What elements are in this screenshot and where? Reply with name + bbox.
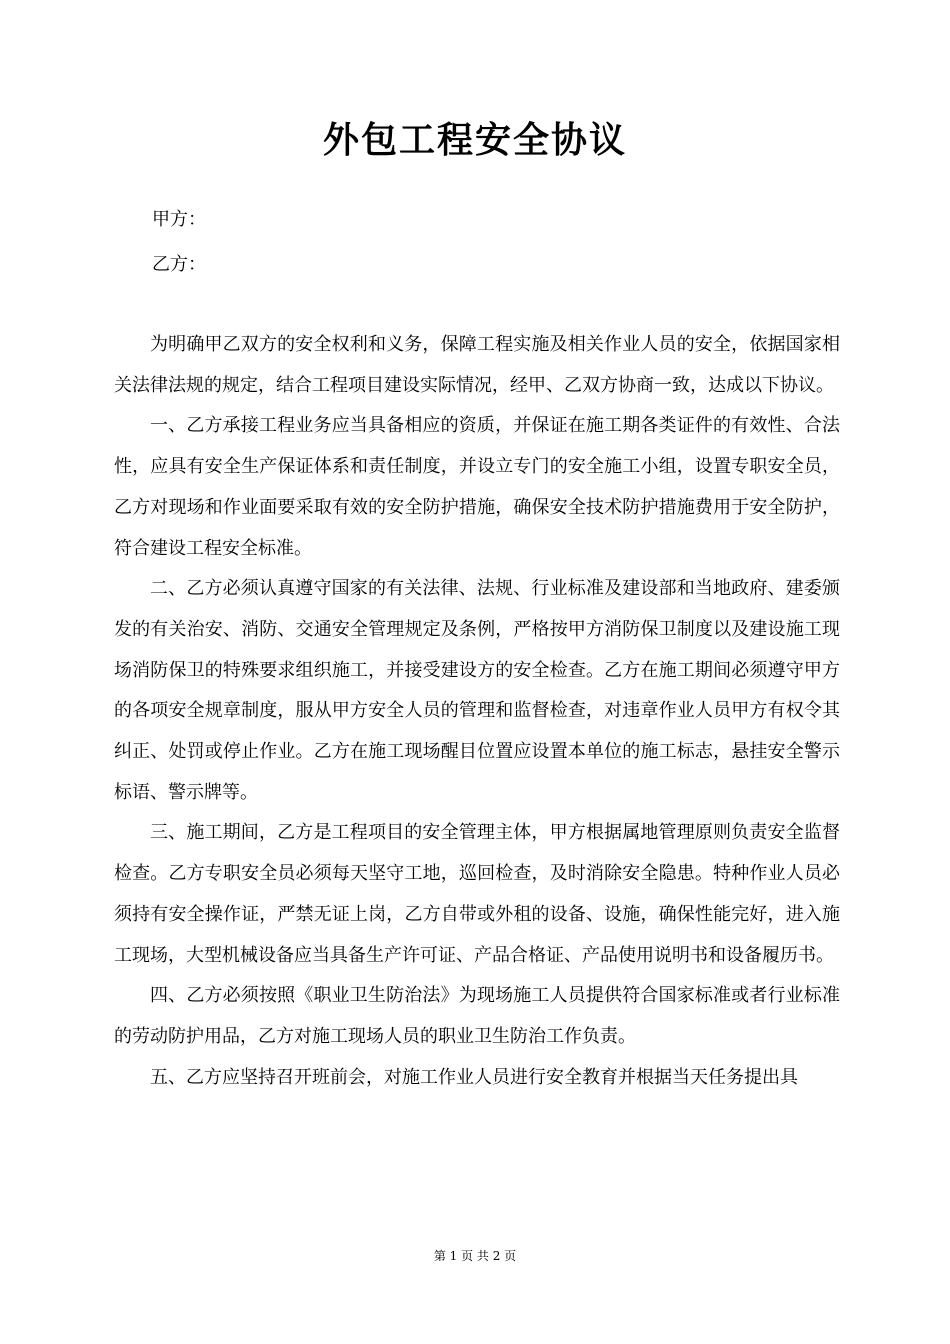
clause-paragraph-5: 五、乙方应坚持召开班前会，对施工作业人员进行安全教育并根据当天任务提出具 bbox=[150, 1066, 798, 1088]
party-b-label: 乙方： bbox=[152, 254, 206, 275]
document-body bbox=[114, 325, 840, 1098]
clause-paragraph-2: 二、乙方必须认真遵守国家的有关法律、法规、行业标准及建设部和当地政府、建委颁发的有关治安、消防、交通安全管理规定及条例，严格按甲方消防保卫制度以及建设施工现场消防保卫的特殊要求组织施工，并接受建设方的安全检查。乙方在施工期间必须遵守甲方的各项安全规章制度，服从甲方安全人员的管理和监督检查，对违章作业人员甲方有权令其纠正、处罚或停止作业。乙方在施工现场醒目位置应设置本单位的施工标志，悬挂安全警示标语、警示牌等。 bbox=[114, 578, 840, 803]
document-title: 外包工程安全协议 bbox=[322, 119, 627, 161]
clause-paragraph-3: 三、施工期间，乙方是工程项目的安全管理主体，甲方根据属地管理原则负责安全监督检查。乙方专职安全员必须每天坚守工地，巡回检查，及时消除安全隐患。特种作业人员必须持有安全操作证，严禁无证上岗，乙方自带或外租的设备、设施，确保性能完好，进入施工现场，大型机械设备应当具备生产许可证、产品合格证、产品使用说明书和设备履历书。 bbox=[114, 822, 840, 966]
party-a-label: 甲方： bbox=[152, 209, 206, 230]
clause-paragraph-1: 一、乙方承接工程业务应当具备相应的资质，并保证在施工期各类证件的有效性、合法性，应具有安全生产保证体系和责任制度，并设立专门的安全施工小组，设置专职安全员，乙方对现场和作业面要采取有效的安全防护措施，确保安全技术防护措施费用于安全防护，符合建设工程安全标准。 bbox=[114, 415, 840, 559]
page-footer: 第 1 页 共 2 页 bbox=[433, 1249, 517, 1263]
clause-paragraph-4: 四、乙方必须按照《职业卫生防治法》为现场施工人员提供符合国家标准或者行业标准的劳动防护用品，乙方对施工现场人员的职业卫生防治工作负责。 bbox=[114, 985, 840, 1047]
intro-paragraph: 为明确甲乙双方的安全权利和义务，保障工程实施及相关作业人员的安全，依据国家相关法律法规的规定，结合工程项目建设实际情况，经甲、乙双方协商一致，达成以下协议。 bbox=[114, 334, 840, 396]
